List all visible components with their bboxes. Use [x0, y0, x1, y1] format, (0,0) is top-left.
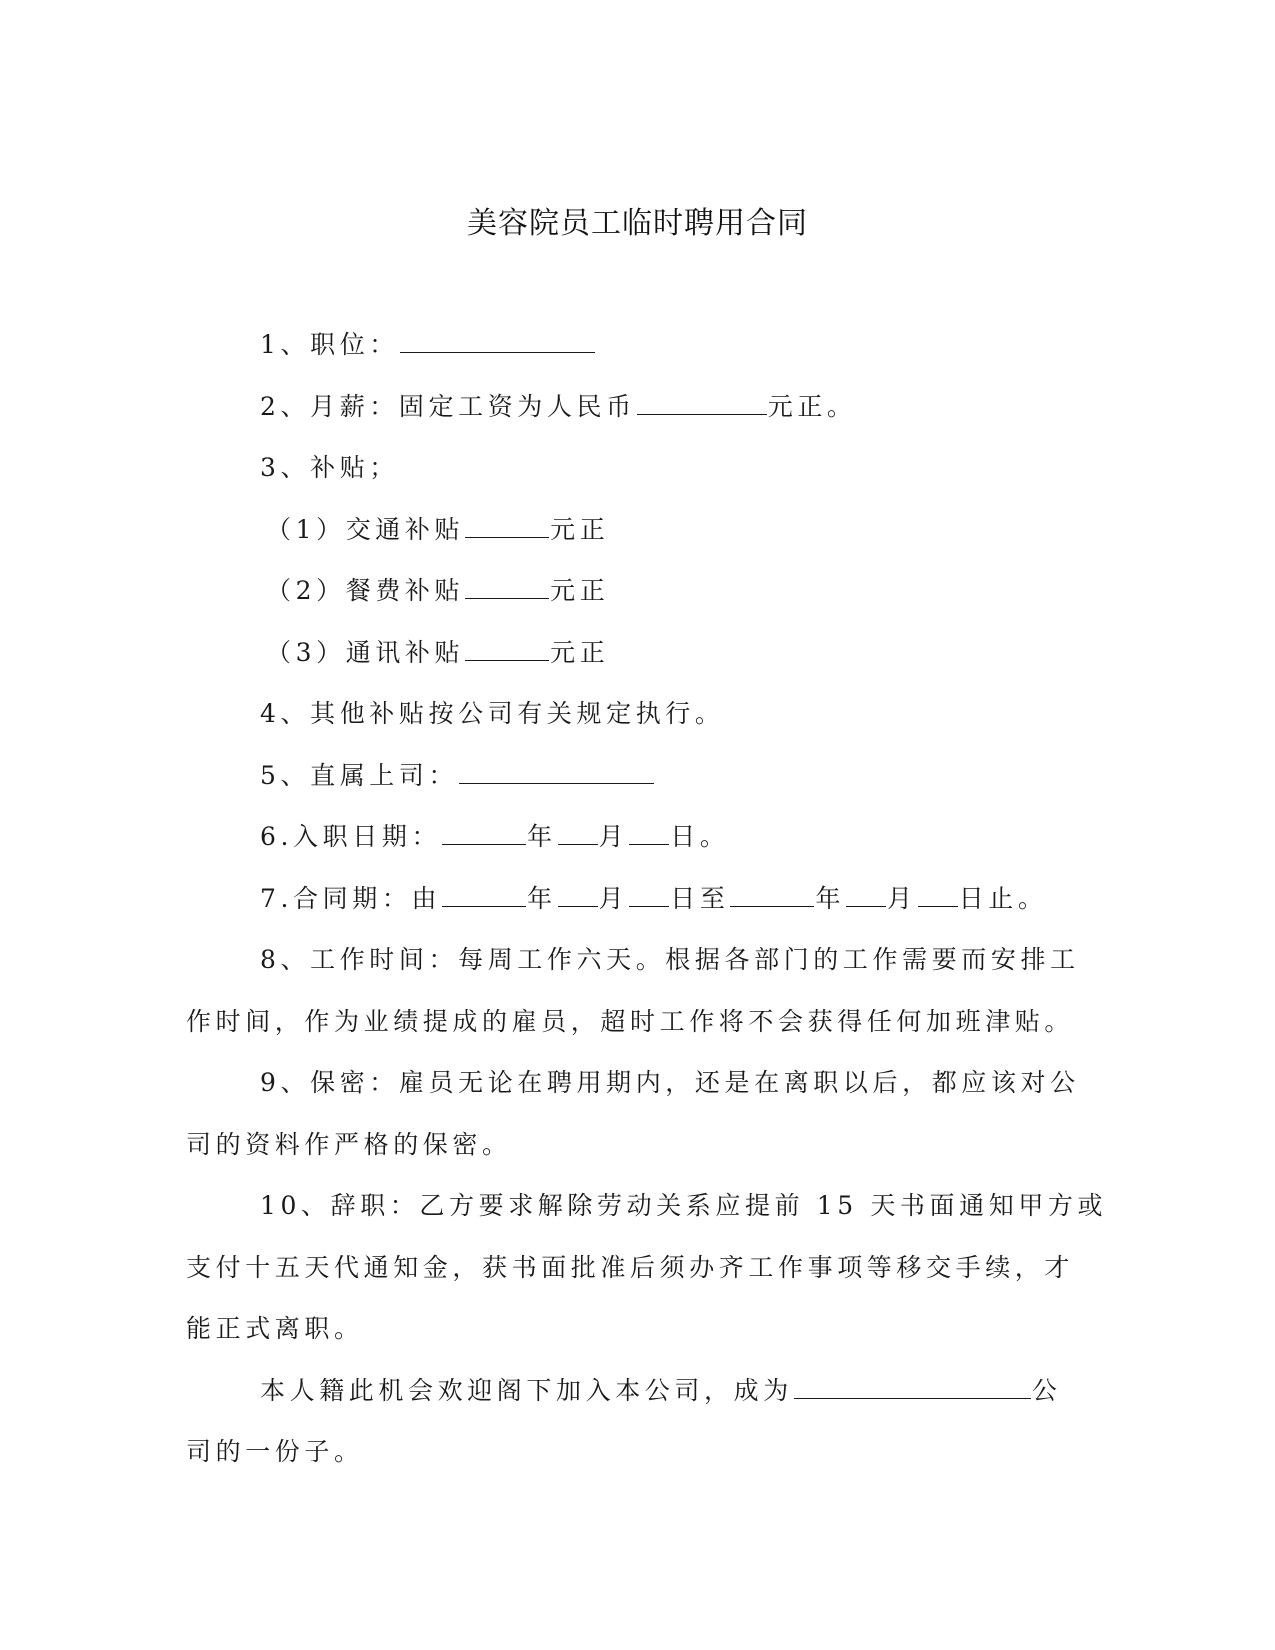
- welcome-label: 本人籍此机会欢迎阁下加入本公司，成为: [260, 1375, 793, 1405]
- clause-resign-line1: 10、辞职：乙方要求解除劳动关系应提前 15 天书面通知甲方或: [260, 1191, 1108, 1220]
- superior-blank[interactable]: [459, 753, 654, 784]
- document-title: 美容院员工临时聘用合同: [467, 206, 808, 241]
- company-blank[interactable]: [794, 1368, 1031, 1399]
- clause-secret-line1: 9、保密：雇员无论在聘用期内，还是在离职以后，都应该对公: [260, 1068, 1080, 1097]
- day-to-label: 日至: [670, 883, 730, 913]
- clause-position: [186, 314, 1066, 376]
- clause-worktime-line1: 8、工作时间：每周工作六天。根据各部门的工作需要而安排工: [260, 945, 1080, 974]
- clause-salary-suffix: 元正。: [767, 391, 857, 421]
- end-month-blank[interactable]: [846, 876, 886, 907]
- clause-resign-line3: 能正式离职。: [186, 1314, 364, 1343]
- allowance-comm: [186, 622, 1066, 684]
- contract-body: [186, 314, 1108, 1483]
- meal-blank[interactable]: [465, 568, 549, 599]
- month-label: 月: [598, 883, 629, 913]
- clause-entry-date: [186, 806, 1066, 868]
- clause-worktime-line2: 作时间，作为业绩提成的雇员，超时工作将不会获得任何加班津贴。: [186, 1006, 1075, 1036]
- clause-contract-period: [186, 868, 1066, 930]
- entry-year-blank[interactable]: [442, 814, 526, 845]
- day-stop-label: 日止。: [958, 883, 1048, 913]
- welcome-line2: 司的一份子。: [186, 1437, 364, 1466]
- allowance-meal: [186, 560, 1066, 622]
- clause-allowance: 3、补贴；: [260, 453, 399, 482]
- allowance-meal-label: （2）餐费补贴: [266, 576, 465, 605]
- year-label: 年: [527, 883, 557, 913]
- allowance-comm-label: （3）通讯补贴: [266, 637, 465, 667]
- welcome-line1: [186, 1360, 1066, 1422]
- entry-label: 6.入职日期：: [260, 822, 442, 851]
- clause-salary: [186, 376, 1066, 438]
- entry-month-blank[interactable]: [558, 814, 598, 845]
- allowance-unit: 元正: [550, 637, 610, 667]
- day-label: 日。: [670, 822, 730, 851]
- entry-day-blank[interactable]: [629, 814, 669, 845]
- clause-position-label: 1、职位：: [260, 330, 399, 359]
- clause-resign-line2: 支付十五天代通知金，获书面批准后须办齐工作事项等移交手续，才: [186, 1252, 1075, 1282]
- transport-blank[interactable]: [465, 507, 549, 538]
- year-label: 年: [815, 883, 846, 913]
- clause-secret-line2: 司的资料作严格的保密。: [186, 1129, 512, 1159]
- comm-blank[interactable]: [465, 630, 549, 661]
- allowance-unit: 元正: [550, 514, 610, 544]
- end-day-blank[interactable]: [918, 876, 958, 907]
- start-month-blank[interactable]: [558, 876, 598, 907]
- allowance-transport: [186, 499, 1066, 561]
- start-day-blank[interactable]: [629, 876, 669, 907]
- contract-label: 7.合同期：由: [260, 883, 442, 913]
- allowance-transport-label: （1）交通补贴: [266, 514, 465, 544]
- position-blank[interactable]: [400, 322, 595, 353]
- allowance-unit: 元正: [550, 576, 610, 605]
- end-year-blank[interactable]: [730, 876, 814, 907]
- clause-other: 4、其他补贴按公司有关规定执行。: [260, 699, 725, 728]
- clause-salary-label: 2、月薪：固定工资为人民币: [260, 391, 636, 421]
- salary-blank[interactable]: [637, 384, 767, 415]
- welcome-suffix: 公: [1031, 1375, 1062, 1405]
- clause-superior: [186, 745, 1066, 807]
- start-year-blank[interactable]: [442, 876, 526, 907]
- clause-superior-label: 5、直属上司：: [260, 760, 459, 790]
- month-label: 月: [887, 883, 917, 913]
- month-label: 月: [598, 822, 629, 851]
- year-label: 年: [527, 822, 557, 851]
